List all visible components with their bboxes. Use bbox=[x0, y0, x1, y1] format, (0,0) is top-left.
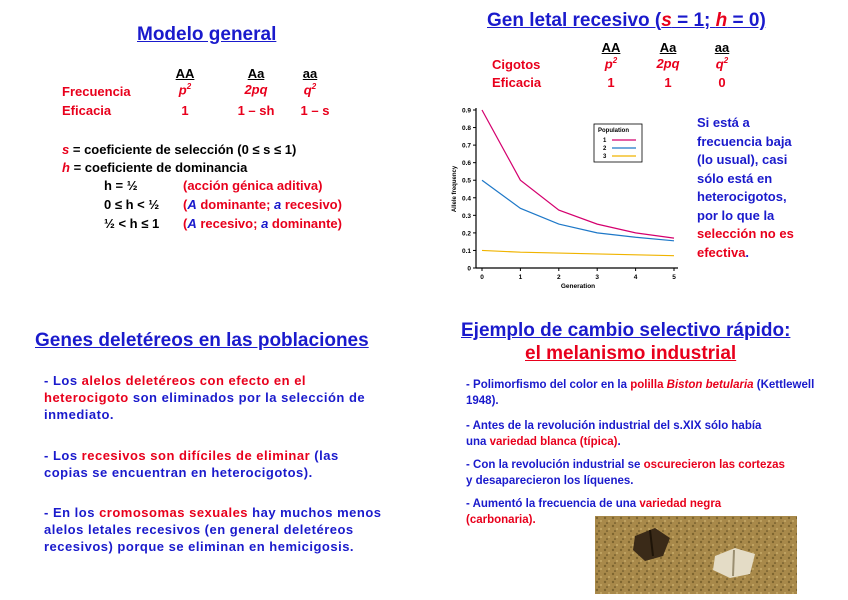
text-run: - Aumentó la frecuencia de una bbox=[466, 498, 640, 510]
letal-eficacia-values: 1 1 0 bbox=[607, 75, 726, 90]
eficacia-label: Eficacia bbox=[62, 103, 112, 118]
genotype-aa-recessive: aa bbox=[302, 66, 318, 81]
genotype-heterozygote: Aa bbox=[247, 66, 265, 81]
gen-letal-title: Gen letal recesivo (s = 1; h = 0) bbox=[487, 10, 766, 31]
peppered-moth-photo bbox=[595, 516, 797, 594]
text-run: y desaparecieron los líquenes. bbox=[466, 475, 634, 487]
text-run: (Kettlewell 1948). bbox=[466, 379, 815, 407]
text-run: - En los bbox=[44, 505, 100, 520]
freq-p2: $p^2$ bbox=[178, 82, 192, 98]
melanismo-point-3 bbox=[466, 457, 786, 489]
cigotos-label: Cigotos bbox=[492, 57, 541, 72]
y-tick-label: 0 bbox=[467, 265, 471, 273]
eff-aa-het: 1 – sh bbox=[237, 103, 275, 118]
text-run: - Con la revolución industrial se bbox=[466, 459, 644, 471]
genotype-header-row bbox=[173, 66, 325, 81]
text-run: (las copias se encuentran en heterocigotos). bbox=[44, 448, 339, 480]
text-run: Biston betularia bbox=[666, 379, 754, 391]
letal-eficacia-label: Eficacia bbox=[492, 75, 542, 90]
y-tick-label: 0.7 bbox=[461, 142, 471, 150]
text-run: - Polimorfismo del color en la bbox=[466, 379, 631, 391]
x-tick-label: 1 bbox=[518, 274, 523, 281]
text-run: - Los bbox=[44, 448, 82, 463]
letal-side-note: Si está a frecuencia baja (lo usual), casi sólo está en heterocigotos, por lo que la selección no es efectiva. bbox=[697, 115, 794, 260]
text-run: . bbox=[617, 436, 621, 448]
freq-q2: $q^2$ bbox=[303, 82, 317, 98]
cond-a-recessive: ½ < h ≤ 1 bbox=[104, 216, 160, 231]
legend-label: 1 bbox=[603, 138, 607, 144]
cond-a-recessive-desc: (A recesivo; a dominante) bbox=[183, 216, 342, 231]
text-run: oscurecieron las cortezas bbox=[643, 459, 785, 471]
melanismo-point-2 bbox=[466, 418, 784, 450]
modelo-general-title: Modelo general bbox=[137, 24, 277, 45]
text-run: polilla bbox=[630, 379, 667, 391]
y-axis-label: Allele frequency bbox=[452, 165, 458, 213]
text-run: hay muchos menos alelos letales recesivos (en general deletéreos recesivos) porque se eliminan en hemicigosis. bbox=[44, 505, 382, 554]
deletereos-point-1 bbox=[44, 372, 384, 423]
text-run: variedad blanca (típica) bbox=[489, 436, 618, 448]
s-definition: s = coeficiente de selección (0 ≤ s ≤ 1) bbox=[62, 142, 297, 157]
x-tick-label: 2 bbox=[556, 274, 561, 281]
melanismo-title-line1: Ejemplo de cambio selectivo rápido: bbox=[461, 320, 791, 341]
y-tick-label: 0.8 bbox=[461, 125, 471, 133]
cond-a-dominant-desc: (A dominante; a recesivo) bbox=[183, 197, 342, 212]
eff-aa: 1 bbox=[181, 103, 189, 118]
text-run: - Antes de la revolución industrial del s.XIX sólo había una bbox=[466, 420, 762, 448]
melanismo-point-1 bbox=[466, 377, 816, 409]
series-line-2 bbox=[482, 180, 674, 241]
text-run: variedad negra (carbonaria). bbox=[466, 498, 722, 526]
eficacia-values bbox=[173, 103, 335, 118]
x-tick-label: 3 bbox=[595, 274, 600, 281]
y-tick-label: 0.6 bbox=[461, 160, 471, 168]
series-line-1 bbox=[482, 110, 674, 238]
y-tick-label: 0.9 bbox=[461, 107, 471, 115]
freq-2pq: 2pq bbox=[244, 82, 268, 98]
deletereos-point-2 bbox=[44, 447, 384, 481]
y-tick-label: 0.1 bbox=[461, 247, 471, 255]
x-axis-label: Generation bbox=[560, 283, 596, 290]
series-line-3 bbox=[482, 250, 674, 255]
legend-label: 2 bbox=[603, 146, 607, 152]
x-tick-label: 5 bbox=[672, 274, 676, 281]
letal-genotype-header: AA Aa aa bbox=[601, 40, 730, 55]
y-tick-label: 0.3 bbox=[461, 212, 471, 220]
cond-additive-desc: (acción génica aditiva) bbox=[183, 178, 323, 193]
text-run: alelos deletéreos con efecto en el heterocigoto bbox=[44, 373, 307, 405]
deletereos-point-3 bbox=[44, 504, 384, 555]
eff-aa-rec: 1 – s bbox=[300, 103, 330, 118]
legend-label: 3 bbox=[603, 154, 607, 160]
y-tick-label: 0.5 bbox=[461, 177, 471, 185]
bark-background bbox=[595, 516, 797, 594]
allele-frequency-chart bbox=[448, 100, 688, 300]
cigotos-values: $p^2$ 2pq $q^2$ bbox=[604, 56, 729, 72]
text-run: recesivos son difíciles de eliminar bbox=[81, 448, 311, 463]
melanismo-title-line2: el melanismo industrial bbox=[525, 343, 737, 364]
frecuencia-label: Frecuencia bbox=[62, 84, 131, 99]
legend-title: Population bbox=[598, 128, 629, 134]
genotype-aa-dominant: AA bbox=[175, 66, 195, 81]
text-run: son eliminados por la selección de inmediato. bbox=[44, 390, 366, 422]
y-tick-label: 0.4 bbox=[461, 195, 471, 203]
cond-a-dominant: 0 ≤ h < ½ bbox=[104, 197, 160, 212]
cond-additive: h = ½ bbox=[104, 178, 138, 193]
x-tick-label: 0 bbox=[480, 274, 484, 281]
frecuencia-values bbox=[173, 82, 325, 97]
x-tick-label: 4 bbox=[633, 274, 638, 281]
h-definition: h = coeficiente de dominancia bbox=[62, 160, 248, 175]
y-tick-label: 0.2 bbox=[461, 230, 471, 238]
text-run: - Los bbox=[44, 373, 82, 388]
text-run: cromosomas sexuales bbox=[99, 505, 249, 520]
genes-deletereos-title: Genes deletéreos en las poblaciones bbox=[35, 330, 369, 351]
